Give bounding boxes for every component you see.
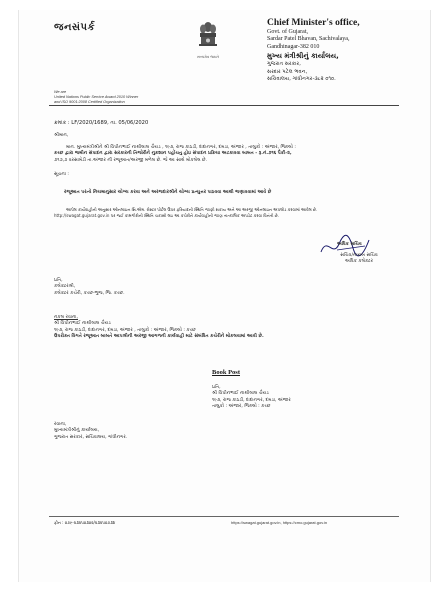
book-post-line: તાલુકો : અંજાર, જિલ્લો : કચ્છ bbox=[212, 404, 271, 410]
sender-line: ગુજરાત સરકાર, સચિવાલય, ગાંધીનગર. bbox=[54, 434, 128, 440]
office-address-gu-line: સચિવાલય, ગાંધીનગર-૩૮૨ ૦૧૦. bbox=[267, 76, 336, 83]
office-title-gujarati: મુખ્ય મંત્રીશ્રીનું કાર્યાલય, bbox=[267, 52, 339, 61]
office-address-gujarati bbox=[267, 61, 427, 83]
body-paragraph-1 bbox=[54, 145, 399, 164]
signature-title: અધિક સચિવ bbox=[337, 242, 362, 247]
copy-line: શ્રી વિપીનભાઈ નાથીલાલ ચૈયડ bbox=[54, 321, 111, 327]
copy-label: નકલ રવાના, bbox=[54, 315, 78, 320]
office-address bbox=[267, 29, 427, 51]
office-address-gu-line: ગુજરાત સરકાર, bbox=[267, 61, 301, 68]
office-block bbox=[267, 18, 427, 83]
footer-phone: ફોન : ૦૭૯-૨૩૨૫૦૩૦૨/૨૩૨૫૦૭૩૪ bbox=[54, 520, 116, 525]
instruction-text: રજૂઆત પરત્વે નિયમાનુસાર યોગ્ય કરવા અને અરજદારશ્રીને યોગ્ય પ્રત્યુત્તર પાઠવવા આથી જણાવવામાં આવે છે bbox=[64, 190, 272, 195]
sender-line: મુખ્યમંત્રીશ્રીનું કાર્યાલય, bbox=[54, 428, 100, 434]
recipient-line: કલેક્ટર કચેરી, કચ્છ-ભુજ, જિ. કચ્છ. bbox=[54, 290, 125, 296]
book-post-heading: Book Post bbox=[212, 369, 240, 376]
book-post-label: પ્રતિ, bbox=[212, 385, 221, 390]
award-title: We are bbox=[54, 90, 67, 94]
award-line-1: United Nations Public Service Award 2010 Winner bbox=[54, 95, 139, 99]
signatory-line: સચિવ/નાયબ સચિવ bbox=[340, 253, 378, 258]
copy-line: ૧૯૩, રાજ કાઠડી, દાદાનગર, દમડા, અંજાર , તાલુકો : અંજાર, જિલ્લો : કચ્છ bbox=[54, 327, 196, 333]
reference-number: ક્રમાંક : LF/2020/1689, તા. 05/06/2020 bbox=[54, 120, 149, 126]
office-address-gu-line: સરદાર પટેલ ભવન, bbox=[267, 68, 308, 75]
body-paragraph-2 bbox=[54, 207, 399, 218]
copy-block bbox=[54, 315, 404, 341]
recipient-label: પ્રતિ, bbox=[54, 278, 63, 283]
award-line-2: and ISO 9001:2008 Certified Organization bbox=[54, 100, 125, 104]
copy-line: ઉપરોક્ત વિગતે રજૂઆત બાબતે આપશ્રીની અરજી આગળની કાર્યવાહી માટે સંબંધિત કચેરીને મોકલવામાં આવી છે. bbox=[54, 334, 264, 340]
footer-website: https://swagat.gujarat.gov.in, https://cmo.gujarat.gov.in bbox=[231, 520, 328, 525]
body-line: કચ્છ દ્વારા જમીન સંપાદન દ્વારા સરકારની તિજોરીને નુકશાન પહોંચતુ હોઇ સંપાદન પ્રક્રિયા અટકાવવા બાબત - રૂ.નં.૭૧૬ પૈકી-૨, bbox=[54, 151, 292, 157]
body-line: માન. મુખ્યમંત્રીશ્રીને શ્રી વિપીનભાઈ નાથીલાલ ચૈયડ , ૧૯૩, રાજ કાઠડી, દાદાનગર, દમડા, અંજાર , તાલુકો : અંજાર, જિલ્લો : bbox=[66, 145, 296, 150]
body-line: http://swagat.gujarat.gov.in પર જઈ કામગીરીની સ્થિતિ ચકાસી લઇ આ કચેરીને કાર્યવાહીની જાણ તાત્કાલિક અપડેટ કરવા વિનંતી છે. bbox=[54, 212, 280, 218]
signatory-line: અધિક કલેક્ટર bbox=[344, 259, 373, 265]
book-post-line: ૧૯૩, રાજ કાઠડી, દાદાનગર, દમડા, અંજાર bbox=[212, 397, 291, 403]
emblem-caption: સત્યમેવ જયતે bbox=[196, 55, 219, 59]
recipient-line: કલેક્ટરશ્રી, bbox=[54, 284, 76, 290]
book-post-line: શ્રી વિપીનભાઈ નાથીલાલ ચૈયડ bbox=[212, 391, 269, 397]
body-line: ૭૧૭,૭ વરસામેડી તા.અંજાર ની રજૂઆત/અરજી મળેલ છે. જે આ સાથે મોકલેલ છે. bbox=[54, 157, 208, 163]
footer-divider bbox=[49, 516, 399, 517]
office-address-line: Gandhinagar-382 010 bbox=[267, 43, 320, 50]
salutation: શ્રીમાન, bbox=[54, 133, 69, 138]
department-title: જનસંપર્ક bbox=[54, 22, 96, 33]
award-text bbox=[54, 90, 138, 105]
sender-block bbox=[54, 422, 127, 441]
office-address-line: Govt. of Gujarat, bbox=[267, 29, 308, 35]
instruction-label: સૂચના : bbox=[54, 172, 69, 177]
signatory-block bbox=[329, 253, 389, 266]
sender-label: રવાના, bbox=[54, 422, 67, 427]
office-title: Chief Minister's office, bbox=[267, 18, 360, 28]
book-post-address bbox=[212, 385, 291, 411]
body-line: આપેલ કાર્યવાહીની અનુસાર ઓનલાઇન સિ.એમ. રોસ્ટર પોર્ટલ ઉપર ફરિયાદની સ્થિતિ જાણી શકાય અને આ અરજી ઓનલાઇન અપલોડ કરવામાં આવેલ છે. bbox=[66, 207, 318, 212]
header-divider bbox=[49, 105, 399, 106]
office-address-line: Sardar Patel Bhavan, Sachivalaya, bbox=[267, 36, 350, 43]
national-emblem-icon bbox=[196, 20, 220, 54]
recipient-block bbox=[54, 278, 125, 297]
letter-page bbox=[18, 10, 431, 582]
